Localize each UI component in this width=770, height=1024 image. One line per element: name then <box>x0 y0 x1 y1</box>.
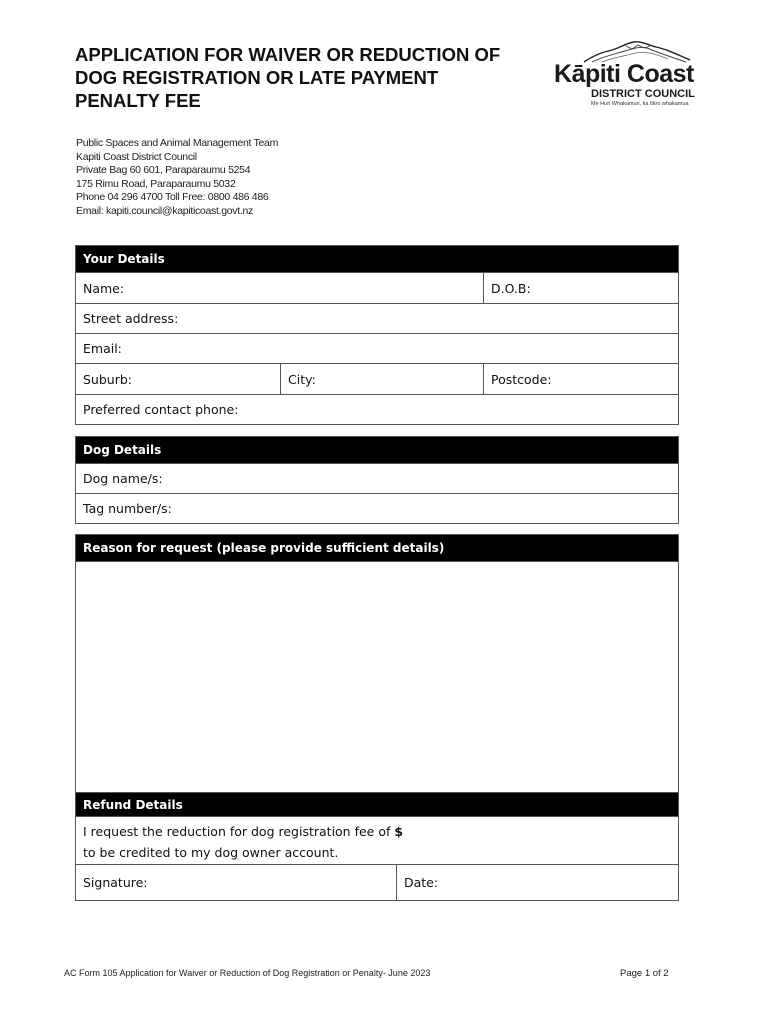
council-logo <box>552 40 697 110</box>
logo-wordmark: Kāpiti Coast <box>554 60 694 88</box>
street-row <box>76 303 678 333</box>
reason-textarea[interactable] <box>76 561 678 792</box>
refund-request-row <box>76 816 678 864</box>
date-field[interactable] <box>396 865 678 900</box>
contact-email: Email: kapiti.council@kapiticoast.govt.nz <box>76 204 253 217</box>
signature-date-row <box>76 864 678 900</box>
form-title-line-1: APPLICATION FOR WAIVER OR REDUCTION OF <box>75 44 501 65</box>
logo-motto: Me Huri Whakamuri, ka titiro whakamua <box>591 101 689 107</box>
form-title-line-2: DOG REGISTRATION OR LATE PAYMENT <box>75 67 439 88</box>
suburb-label: Suburb: <box>83 371 132 387</box>
footer-form-reference: AC Form 105 Application for Waiver or Reduction of Dog Registration or Penalty- June 2023 <box>64 968 431 978</box>
signature-field[interactable] <box>76 865 396 900</box>
refund-line-1: I request the reduction for dog registration fee of <box>83 824 395 839</box>
street-address-field[interactable] <box>76 304 678 333</box>
email-field[interactable] <box>76 334 678 363</box>
email-row <box>76 333 678 363</box>
suburb-city-postcode-row <box>76 363 678 394</box>
contact-team: Public Spaces and Animal Management Team <box>76 137 279 149</box>
contact-address: 175 Rimu Road, Paraparaumu 5032 <box>76 177 236 190</box>
city-field[interactable] <box>280 364 483 394</box>
contact-private-bag: Private Bag 60 601, Paraparaumu 5254 <box>76 164 251 176</box>
postcode-field[interactable] <box>483 364 678 394</box>
contact-phone-label: Preferred contact phone: <box>83 402 239 417</box>
your-details-section <box>75 245 679 425</box>
dog-names-field[interactable] <box>76 464 678 493</box>
dog-details-heading: Dog Details <box>76 437 678 463</box>
signature-label: Signature: <box>83 875 148 890</box>
tag-numbers-label: Tag number/s: <box>83 501 172 516</box>
refund-heading: Refund Details <box>76 792 678 816</box>
reason-heading: Reason for request (please provide sufficient details) <box>76 535 678 561</box>
dog-details-section <box>75 436 679 524</box>
refund-dollar-sign: $ <box>394 824 404 839</box>
phone-row <box>76 394 678 424</box>
dob-label: D.O.B: <box>491 280 531 296</box>
contact-phone-field[interactable] <box>76 395 678 424</box>
city-label: City: <box>288 371 316 387</box>
your-details-heading: Your Details <box>76 246 678 272</box>
dog-names-row <box>76 463 678 493</box>
date-label: Date: <box>404 875 439 890</box>
suburb-field[interactable] <box>76 364 280 394</box>
postcode-label: Postcode: <box>491 371 552 387</box>
form-title <box>75 43 535 112</box>
name-field[interactable] <box>76 273 483 303</box>
street-address-label: Street address: <box>83 311 179 326</box>
tag-numbers-row <box>76 493 678 523</box>
name-label: Name: <box>83 280 125 296</box>
contact-council: Kapiti Coast District Council <box>76 150 197 163</box>
reason-refund-section <box>75 534 679 901</box>
contact-phone: Phone 04 296 4700 Toll Free: 0800 486 486 <box>76 191 269 203</box>
footer-page-number: Page 1 of 2 <box>620 968 669 979</box>
refund-line-2: to be credited to my dog owner account. <box>83 845 339 860</box>
refund-request-text <box>76 817 678 864</box>
tag-numbers-field[interactable] <box>76 494 678 523</box>
contact-block <box>76 137 278 218</box>
form-title-line-3: PENALTY FEE <box>75 90 201 111</box>
dog-names-label: Dog name/s: <box>83 471 163 486</box>
email-label: Email: <box>83 341 122 356</box>
logo-subtitle: DISTRICT COUNCIL <box>591 88 695 100</box>
dob-field[interactable] <box>483 273 678 303</box>
name-dob-row <box>76 272 678 303</box>
